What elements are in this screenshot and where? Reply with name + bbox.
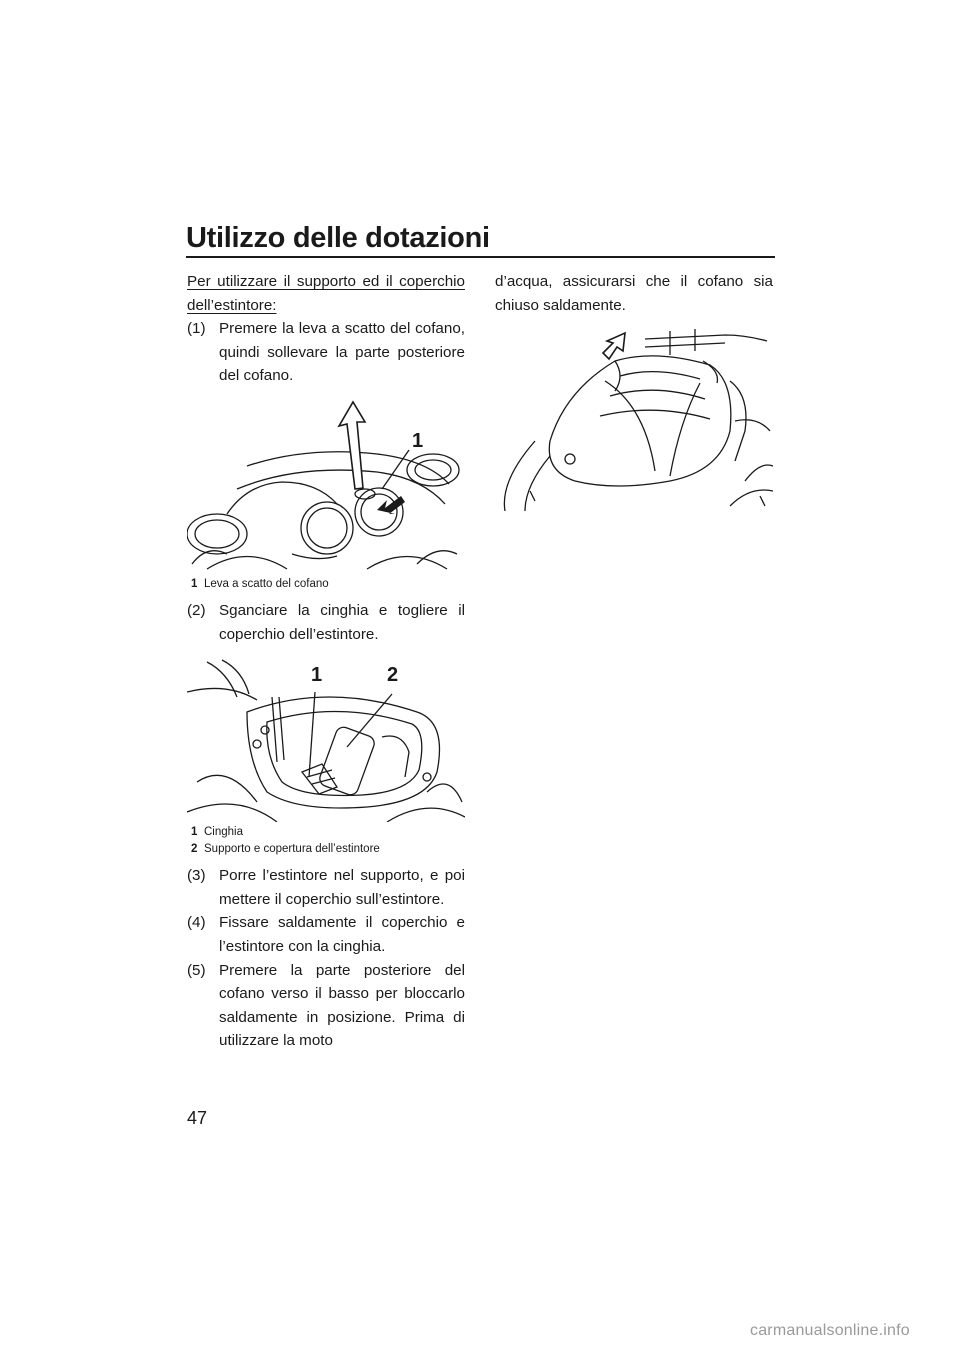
- extinguisher-holder-illustration: [187, 652, 465, 822]
- step-2: [187, 599, 465, 646]
- step-text: Fissare saldamente il coperchio e l’estintore con la cinghia.: [219, 914, 465, 955]
- step-text: Premere la leva a scatto del cofano, quindi sollevare la parte posteriore del cofano.: [219, 320, 465, 385]
- figure-hood-latch: [187, 394, 465, 574]
- caption-text: Leva a scatto del cofano: [204, 577, 329, 590]
- step-5-continuation: d’acqua, assicurarsi che il cofano sia chiuso saldamente.: [495, 273, 773, 314]
- step-number: (1): [187, 320, 206, 338]
- title-rule: [186, 256, 775, 258]
- figure-2-captions: [191, 824, 465, 858]
- section-heading: Per utilizzare il supporto ed il coperchio dell’estintore:: [187, 273, 465, 314]
- left-column: [187, 270, 465, 1053]
- figure-1-captions: [191, 576, 465, 593]
- step-number: (3): [187, 867, 206, 885]
- caption-text: Supporto e copertura dell’estintore: [204, 843, 380, 856]
- caption-number: 1: [191, 826, 198, 839]
- hood-latch-illustration: [187, 394, 465, 574]
- callout-2: 2: [387, 664, 399, 687]
- step-4: [187, 911, 465, 958]
- page-number: 47: [187, 1108, 208, 1128]
- step-1: [187, 317, 465, 388]
- step-text: Sganciare la cinghia e togliere il coperchio dell’estintore.: [219, 601, 465, 643]
- page-title: Utilizzo delle dotazioni: [186, 222, 490, 254]
- step-3: [187, 864, 465, 911]
- callout-1: 1: [311, 664, 323, 687]
- caption-number: 1: [191, 577, 198, 590]
- caption-text: Cinghia: [204, 826, 243, 839]
- watermark: carmanualsonline.info: [750, 1322, 910, 1339]
- right-column: [495, 270, 773, 511]
- figure-hood-closing: [495, 321, 773, 511]
- hood-closing-illustration: [495, 321, 773, 511]
- caption-item: [191, 824, 465, 841]
- step-number: (5): [187, 961, 206, 979]
- step-number: (4): [187, 914, 206, 932]
- figure-extinguisher-holder: [187, 652, 465, 822]
- step-text: Porre l’estintore nel supporto, e poi mettere il coperchio sull’estintore.: [219, 867, 465, 908]
- caption-item: [191, 576, 465, 593]
- step-number: (2): [187, 601, 206, 619]
- step-text: Premere la parte posteriore del cofano verso il basso per bloccarlo saldamente in posizione. Prima di utilizzare la moto: [219, 961, 465, 1050]
- callout-1: 1: [412, 429, 424, 452]
- caption-number: 2: [191, 843, 198, 856]
- step-5: [187, 959, 465, 1053]
- caption-item: [191, 841, 465, 858]
